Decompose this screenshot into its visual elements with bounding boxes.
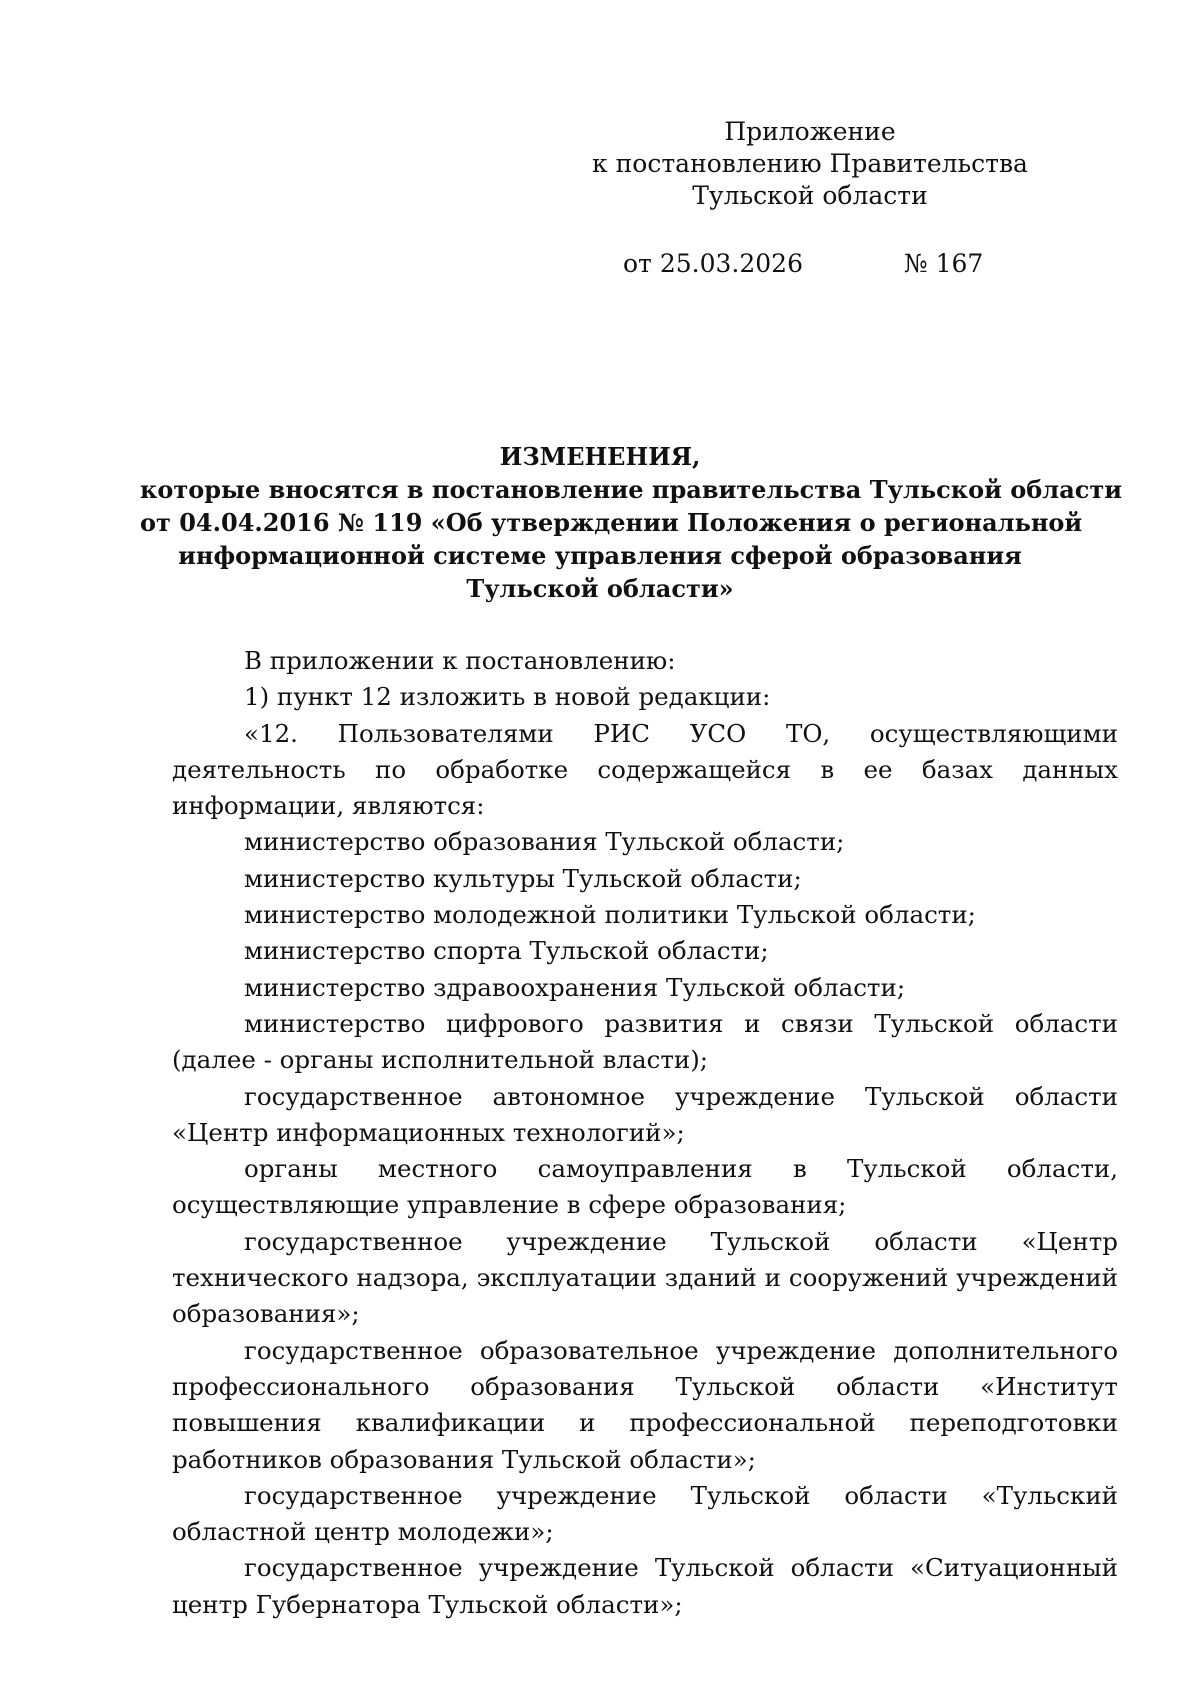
list-item: государственное учреждение Тульской области «Тульский областной центр молодежи»; [172,1480,1118,1547]
list-item: министерство образования Тульской области; [244,827,845,857]
list-item: министерство спорта Тульской области; [244,936,769,966]
title-line: информационной системе управления сферой образования [178,541,1022,570]
title-line: которые вносятся в постановление правительства Тульской области [140,475,1123,504]
document-body [172,643,1118,1623]
list-item: органы местного самоуправления в Тульской области, осуществляющие управление в сфере образования; [172,1154,1118,1220]
point-1-paragraph: 1) пункт 12 изложить в новой редакции: [244,682,771,712]
resolution-number: № 167 [904,249,984,278]
appendix-label: Приложение [724,117,896,146]
list-item: министерство здравоохранения Тульской области; [244,972,906,1002]
appendix-region: Тульской области [692,181,928,210]
list-item: государственное образовательное учреждение дополнительного профессионального образования Тульской области «Институт повышения квалификации и профессиональной переподготовки работников образования Тульской области»; [172,1335,1118,1474]
list-item: министерство культуры Тульской области; [244,863,802,893]
appendix-header [560,116,1060,212]
title-line: от 04.04.2016 № 119 «Об утверждении Положения о региональной [140,508,1083,537]
resolution-date: от 25.03.2026 [623,249,803,278]
title-heading: ИЗМЕНЕНИЯ, [499,442,701,471]
list-item: министерство цифрового развития и связи Тульской области (далее - органы исполнительной власти); [172,1008,1118,1075]
clause-12-paragraph: «12. Пользователями РИС УСО ТО, осуществляющими деятельность по обработке содержащейся в ее базах данных информации, являются: [172,718,1118,821]
list-item: государственное автономное учреждение Тульской области «Центр информационных технологий»; [172,1081,1118,1147]
intro-paragraph: В приложении к постановлению: [244,646,676,675]
appendix-reference: к постановлению Правительства [592,149,1028,178]
list-item: министерство молодежной политики Тульской области; [244,900,976,930]
title-line: Тульской области» [466,574,734,603]
list-item: государственное учреждение Тульской области «Ситуационный центр Губернатора Тульской области»; [172,1553,1118,1619]
document-title [140,440,1123,605]
list-item: государственное учреждение Тульской области «Центр технического надзора, эксплуатации зданий и сооружений учреждений образования»; [172,1226,1118,1329]
